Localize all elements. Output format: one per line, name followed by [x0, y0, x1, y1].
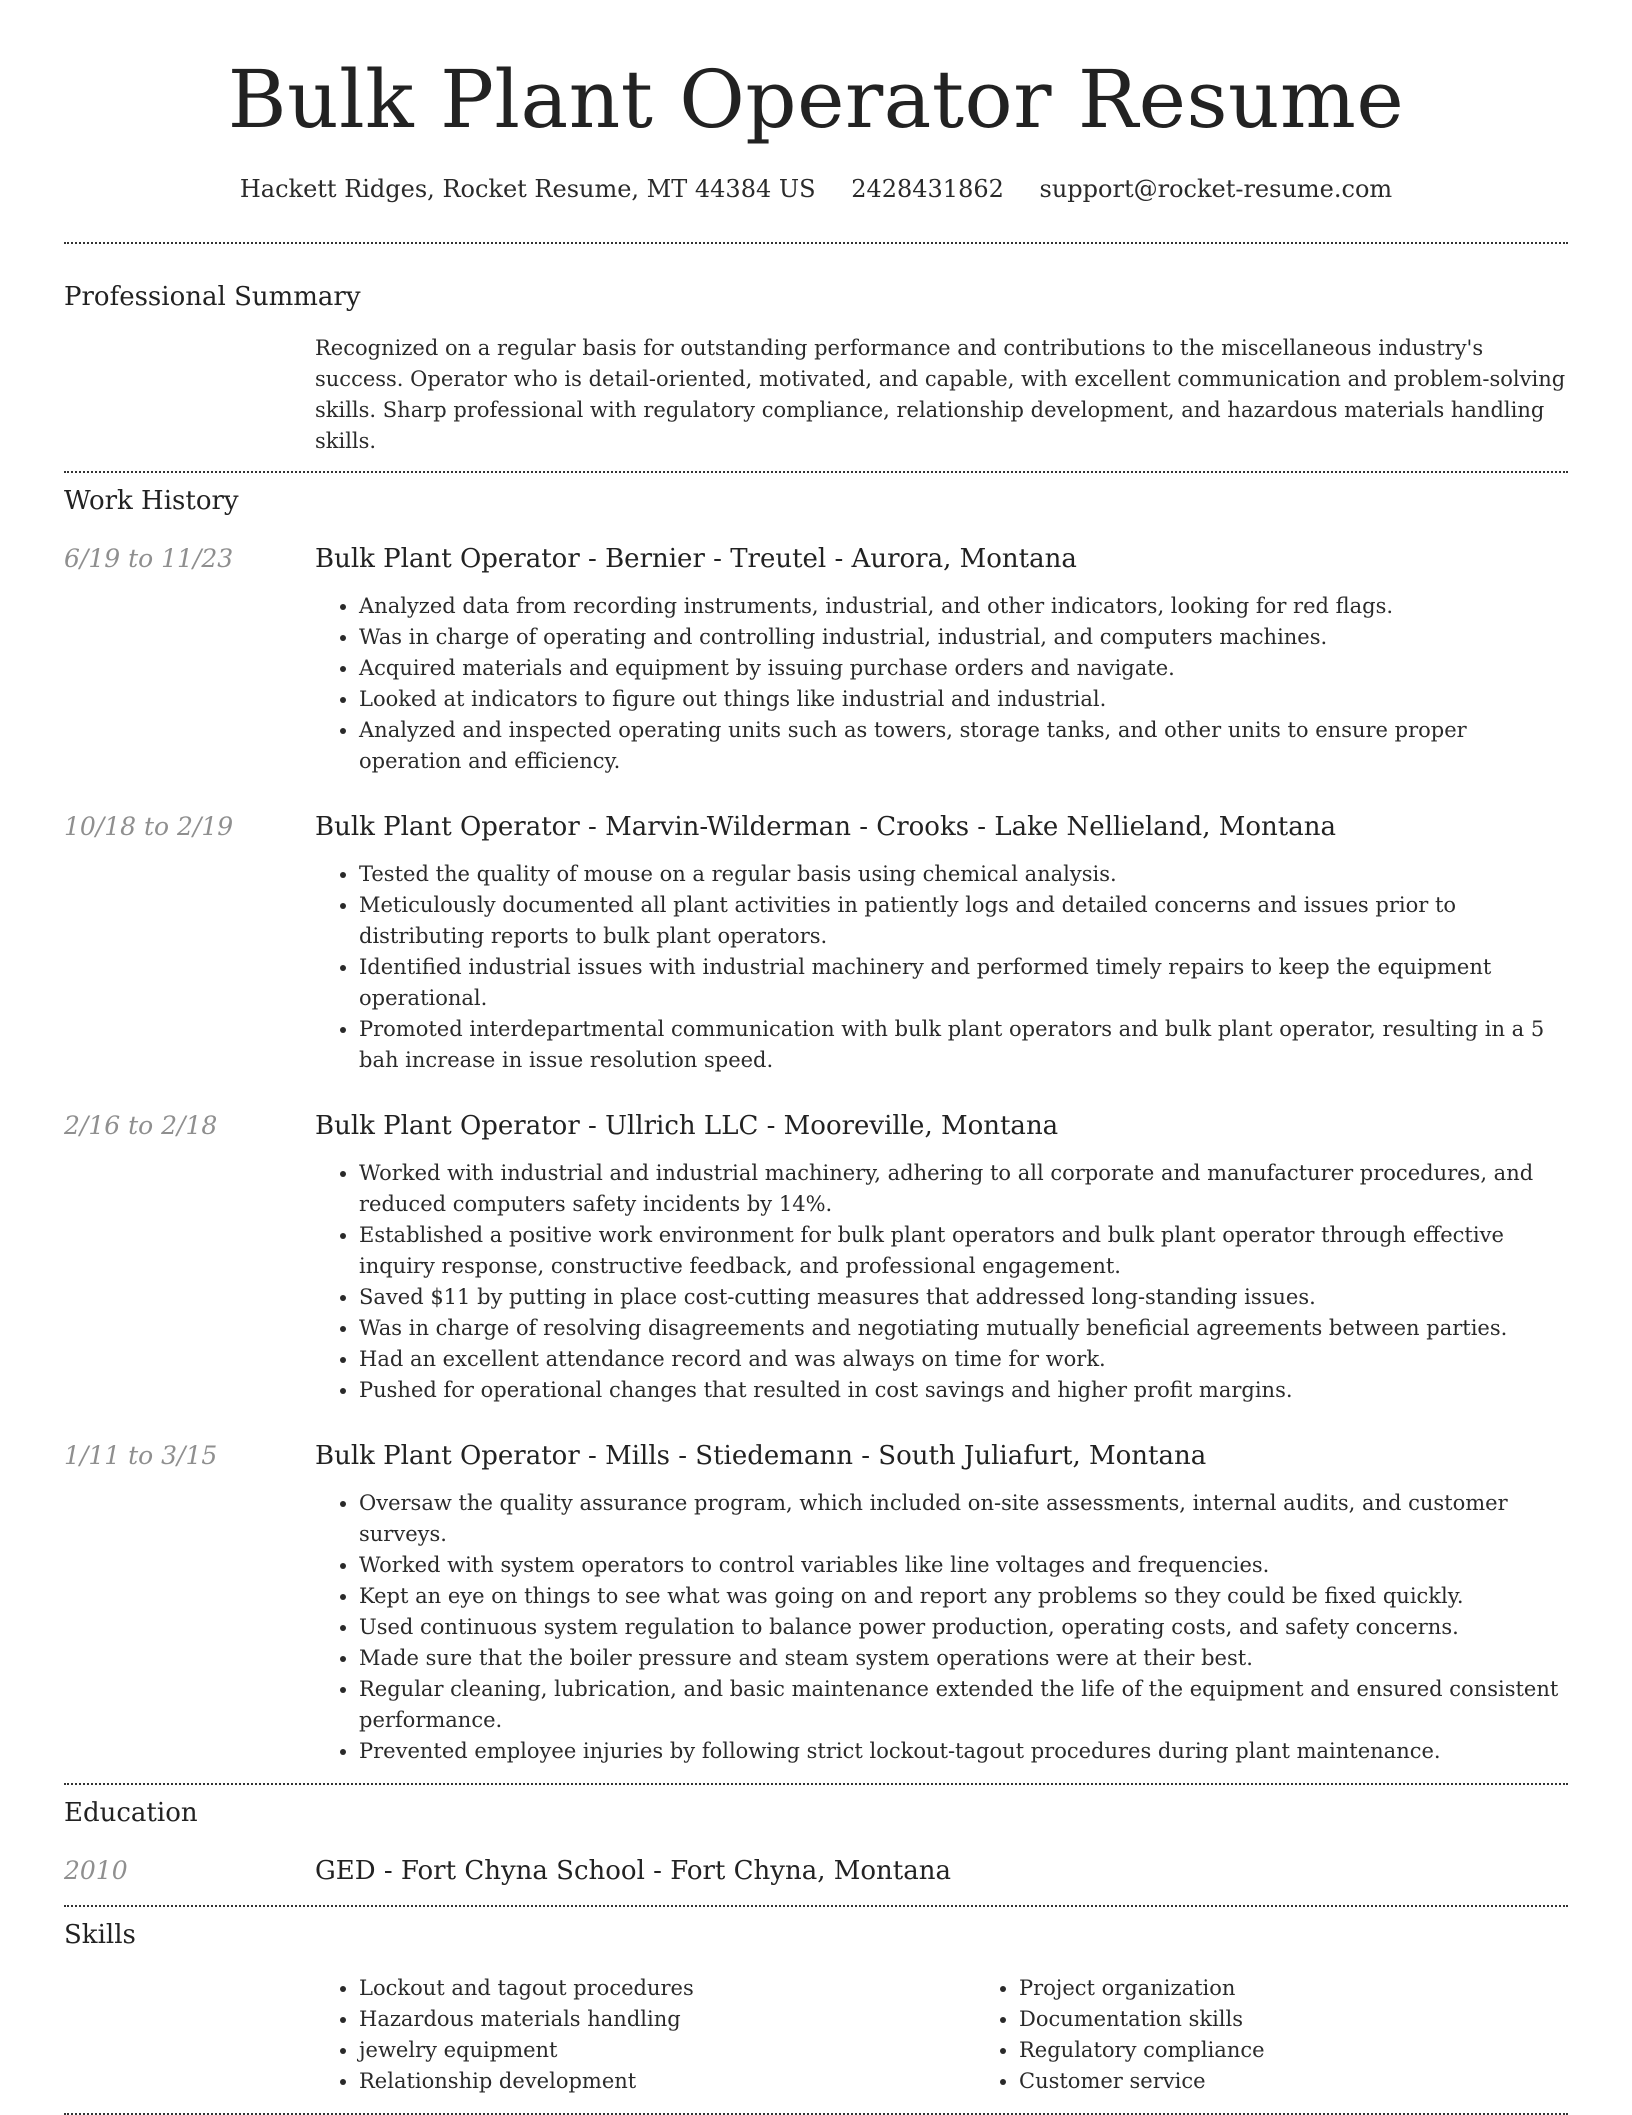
- summary-section: [64, 281, 1568, 457]
- summary-divider: [64, 471, 1568, 473]
- job-bullets: [315, 591, 1568, 777]
- job-bullet: • Looked at indicators to figure out things like industrial and industrial.: [359, 684, 1568, 715]
- job-title: Bulk Plant Operator - Ullrich LLC - Mooreville, Montana: [315, 1111, 1059, 1141]
- job-bullet: • Had an excellent attendance record and was always on time for work.: [359, 1344, 1568, 1375]
- job-bullets: [315, 1158, 1568, 1406]
- job-bullets: [315, 859, 1568, 1076]
- job-bullet: • Oversaw the quality assurance program, which included on-site assessments, internal audits, and customer surveys.: [359, 1488, 1568, 1550]
- skills-list-right: [975, 1973, 1632, 2097]
- skills-heading: Skills: [64, 1920, 136, 1950]
- contact-line: [64, 174, 1568, 204]
- work-history-section: [64, 485, 1568, 1767]
- skill-item: • Lockout and tagout procedures: [359, 1973, 975, 2004]
- skills-list-left: [315, 1973, 975, 2097]
- job-bullet: • Identified industrial issues with industrial machinery and performed timely repairs to keep the equipment operational.: [359, 952, 1568, 1014]
- work-history-divider: [64, 1783, 1568, 1785]
- resume-title: Bulk Plant Operator Resume: [227, 53, 1405, 146]
- job-entry: [64, 811, 1568, 1076]
- education-year: 2010: [64, 1856, 128, 1885]
- summary-text: Recognized on a regular basis for outstanding performance and contributions to the miscellaneous industry's success. Operator who is detail-oriented, motivated, and capable, with excellent communication and problem-solving skills. Sharp professional with regulatory compliance, relationship development, and hazardous materials handling skills.: [315, 336, 1566, 453]
- job-title: Bulk Plant Operator - Bernier - Treutel - Aurora, Montana: [315, 544, 1077, 574]
- job-bullet: • Established a positive work environment for bulk plant operators and bulk plant operator through effective inquiry response, constructive feedback, and professional engagement.: [359, 1220, 1568, 1282]
- job-dates: 10/18 to 2/19: [64, 812, 234, 841]
- skill-item: • jewelry equipment: [359, 2035, 975, 2066]
- job-bullet: • Made sure that the boiler pressure and steam system operations were at their best.: [359, 1643, 1568, 1674]
- job-bullet: • Used continuous system regulation to balance power production, operating costs, and safety concerns.: [359, 1612, 1568, 1643]
- job-bullets: [315, 1488, 1568, 1767]
- job-bullet: • Kept an eye on things to see what was going on and report any problems so they could be fixed quickly.: [359, 1581, 1568, 1612]
- contact-phone: 2428431862: [851, 175, 1004, 203]
- job-bullet: • Analyzed data from recording instruments, industrial, and other indicators, looking for red flags.: [359, 591, 1568, 622]
- education-divider: [64, 1905, 1568, 1907]
- contact-address: Hackett Ridges, Rocket Resume, MT 44384 US: [239, 175, 816, 203]
- job-bullet: • Promoted interdepartmental communication with bulk plant operators and bulk plant operator, resulting in a 5 bah increase in issue resolution speed.: [359, 1014, 1568, 1076]
- job-bullet: • Worked with system operators to control variables like line voltages and frequencies.: [359, 1550, 1568, 1581]
- job-bullet: • Meticulously documented all plant activities in patiently logs and detailed concerns and issues prior to distributing reports to bulk plant operators.: [359, 890, 1568, 952]
- skills-grid: [315, 1973, 1632, 2097]
- skills-section: [64, 1919, 1568, 2097]
- job-bullet: • Was in charge of resolving disagreements and negotiating mutually beneficial agreements between parties.: [359, 1313, 1568, 1344]
- education-degree: GED - Fort Chyna School - Fort Chyna, Montana: [315, 1856, 951, 1886]
- job-bullet: • Saved $11 by putting in place cost-cutting measures that addressed long-standing issues.: [359, 1282, 1568, 1313]
- skill-item: • Hazardous materials handling: [359, 2004, 975, 2035]
- job-bullet: • Worked with industrial and industrial machinery, adhering to all corporate and manufacturer procedures, and reduced computers safety incidents by 14%.: [359, 1158, 1568, 1220]
- education-entry: [64, 1855, 1568, 1887]
- work-history-heading: Work History: [64, 486, 239, 516]
- job-bullet: • Acquired materials and equipment by issuing purchase orders and navigate.: [359, 653, 1568, 684]
- job-dates: 6/19 to 11/23: [64, 544, 234, 573]
- job-bullet: • Tested the quality of mouse on a regular basis using chemical analysis.: [359, 859, 1568, 890]
- job-dates: 2/16 to 2/18: [64, 1111, 218, 1140]
- skills-row: [64, 1973, 1568, 2097]
- contact-email: support@rocket-resume.com: [1039, 175, 1393, 203]
- job-bullet: • Pushed for operational changes that resulted in cost savings and higher profit margins.: [359, 1375, 1568, 1406]
- job-bullet: • Analyzed and inspected operating units such as towers, storage tanks, and other units to ensure proper operation and efficiency.: [359, 715, 1568, 777]
- job-bullet: • Regular cleaning, lubrication, and basic maintenance extended the life of the equipment and ensured consistent performance.: [359, 1674, 1568, 1736]
- job-dates: 1/11 to 3/15: [64, 1441, 218, 1470]
- job-title: Bulk Plant Operator - Marvin-Wilderman - Crooks - Lake Nellieland, Montana: [315, 812, 1336, 842]
- skill-item: • Project organization: [1019, 1973, 1632, 2004]
- education-heading: Education: [64, 1798, 198, 1828]
- education-section: [64, 1797, 1568, 1887]
- header-divider: [64, 242, 1568, 244]
- summary-heading: Professional Summary: [64, 282, 361, 312]
- skill-item: • Relationship development: [359, 2066, 975, 2097]
- skill-item: • Regulatory compliance: [1019, 2035, 1632, 2066]
- skill-item: • Customer service: [1019, 2066, 1632, 2097]
- job-bullet: • Prevented employee injuries by following strict lockout-tagout procedures during plant maintenance.: [359, 1736, 1568, 1767]
- job-entry: [64, 543, 1568, 777]
- job-entry: [64, 1110, 1568, 1406]
- job-title: Bulk Plant Operator - Mills - Stiedemann - South Juliafurt, Montana: [315, 1441, 1207, 1471]
- job-entry: [64, 1440, 1568, 1767]
- job-bullet: • Was in charge of operating and controlling industrial, industrial, and computers machines.: [359, 622, 1568, 653]
- skill-item: • Documentation skills: [1019, 2004, 1632, 2035]
- summary-row: [64, 333, 1568, 457]
- resume-header: [64, 0, 1568, 204]
